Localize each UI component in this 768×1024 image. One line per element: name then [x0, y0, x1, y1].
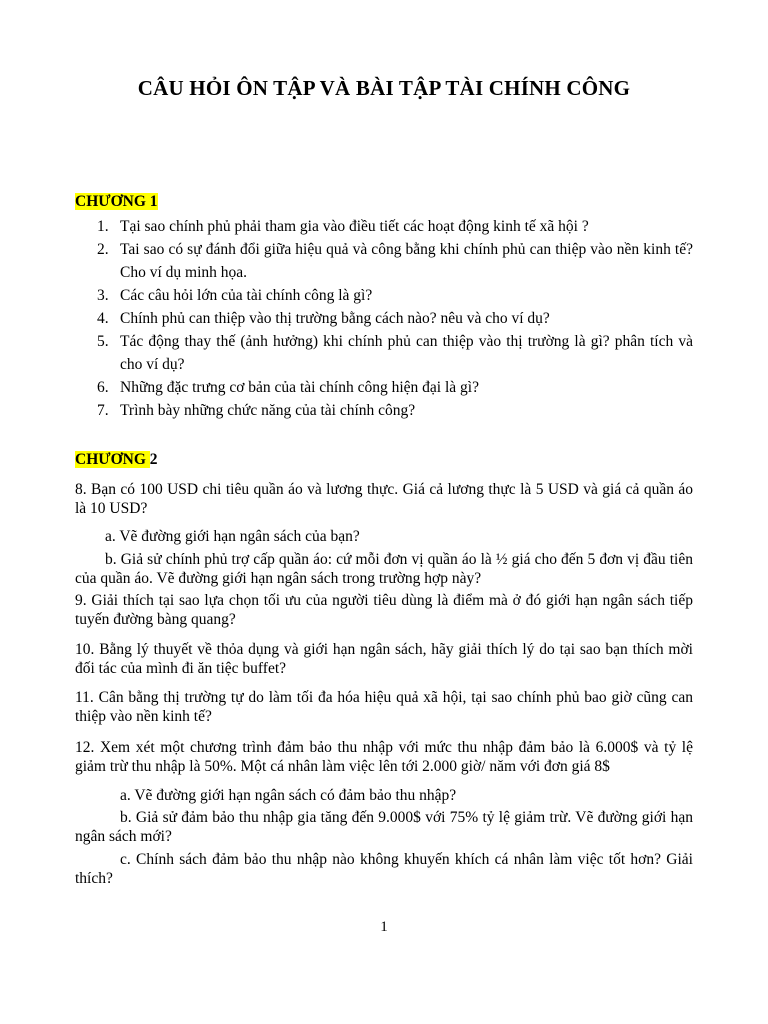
- question-8b: b. Giả sử chính phủ trợ cấp quần áo: cứ mỗi đơn vị quần áo là ½ giá cho đến 5 đơn vị đầu tiên của quần áo. Vẽ đường giới hạn ngân sách trong trường hợp này?: [75, 551, 693, 587]
- list-item: 7. Trình bày những chức năng của tài chính công?: [97, 402, 416, 419]
- question-12b: b. Giả sử đảm bảo thu nhập gia tăng đến 9.000$ với 75% tỷ lệ giảm trừ. Vẽ đường giới hạn ngân sách mới?: [75, 809, 693, 845]
- list-item: 4. Chính phủ can thiệp vào thị trường bằng cách nào? nêu và cho ví dụ?: [97, 310, 550, 327]
- list-item: 5. Tác động thay thế (ảnh hưởng) khi chính phủ can thiệp vào thị trường là gì? phân tích và cho ví dụ?: [97, 333, 693, 373]
- chapter-1-label: CHƯƠNG 1: [75, 193, 158, 210]
- question-11: 11. Cân bằng thị trường tự do làm tối đa hóa hiệu quả xã hội, tại sao chính phủ bao giờ cũng can thiệp vào nền kinh tế?: [75, 689, 693, 725]
- chapter-2-label-highlight: CHƯƠNG: [75, 451, 150, 468]
- page-number: 1: [380, 919, 388, 935]
- chapter-2-heading: [75, 451, 158, 469]
- question-10: 10. Bằng lý thuyết về thỏa dụng và giới hạn ngân sách, hãy giải thích lý do tại sao bạn thích mời đối tác của mình đi ăn tiệc buffet?: [75, 641, 693, 677]
- chapter-2-label-number: 2: [149, 451, 158, 468]
- question-12a: a. Vẽ đường giới hạn ngân sách có đảm bảo thu nhập?: [120, 787, 457, 804]
- question-8: 8. Bạn có 100 USD chi tiêu quần áo và lương thực. Giá cả lương thực là 5 USD và giá cả quần áo là 10 USD?: [75, 481, 693, 517]
- chapter-1-questions: [75, 215, 693, 422]
- list-item: 3. Các câu hỏi lớn của tài chính công là gì?: [97, 287, 373, 304]
- question-12c: c. Chính sách đảm bảo thu nhập nào không khuyến khích cá nhân làm việc tốt hơn? Giải thích?: [75, 851, 693, 887]
- chapter-1-heading: [75, 193, 158, 211]
- question-12: 12. Xem xét một chương trình đảm bảo thu nhập với mức thu nhập đảm bảo là 6.000$ và tỷ lệ giảm trừ thu nhập là 50%. Một cá nhân làm việc lên tới 2.000 giờ/ năm với đơn giá 8$: [75, 739, 693, 775]
- document-title: CÂU HỎI ÔN TẬP VÀ BÀI TẬP TÀI CHÍNH CÔNG: [137, 76, 631, 100]
- list-item: 6. Những đặc trưng cơ bản của tài chính công hiện đại là gì?: [97, 379, 479, 396]
- list-item: 1. Tại sao chính phủ phải tham gia vào điều tiết các hoạt động kinh tế xã hội ?: [97, 218, 589, 235]
- list-item: 2. Tai sao có sự đánh đổi giữa hiệu quả và công bằng khi chính phủ can thiệp vào nền kinh tế? Cho ví dụ minh họa.: [97, 241, 693, 281]
- question-8a: a. Vẽ đường giới hạn ngân sách của bạn?: [105, 528, 360, 545]
- question-9: 9. Giải thích tại sao lựa chọn tối ưu của người tiêu dùng là điểm mà ở đó giới hạn ngân sách tiếp tuyến đường bàng quang?: [75, 592, 693, 628]
